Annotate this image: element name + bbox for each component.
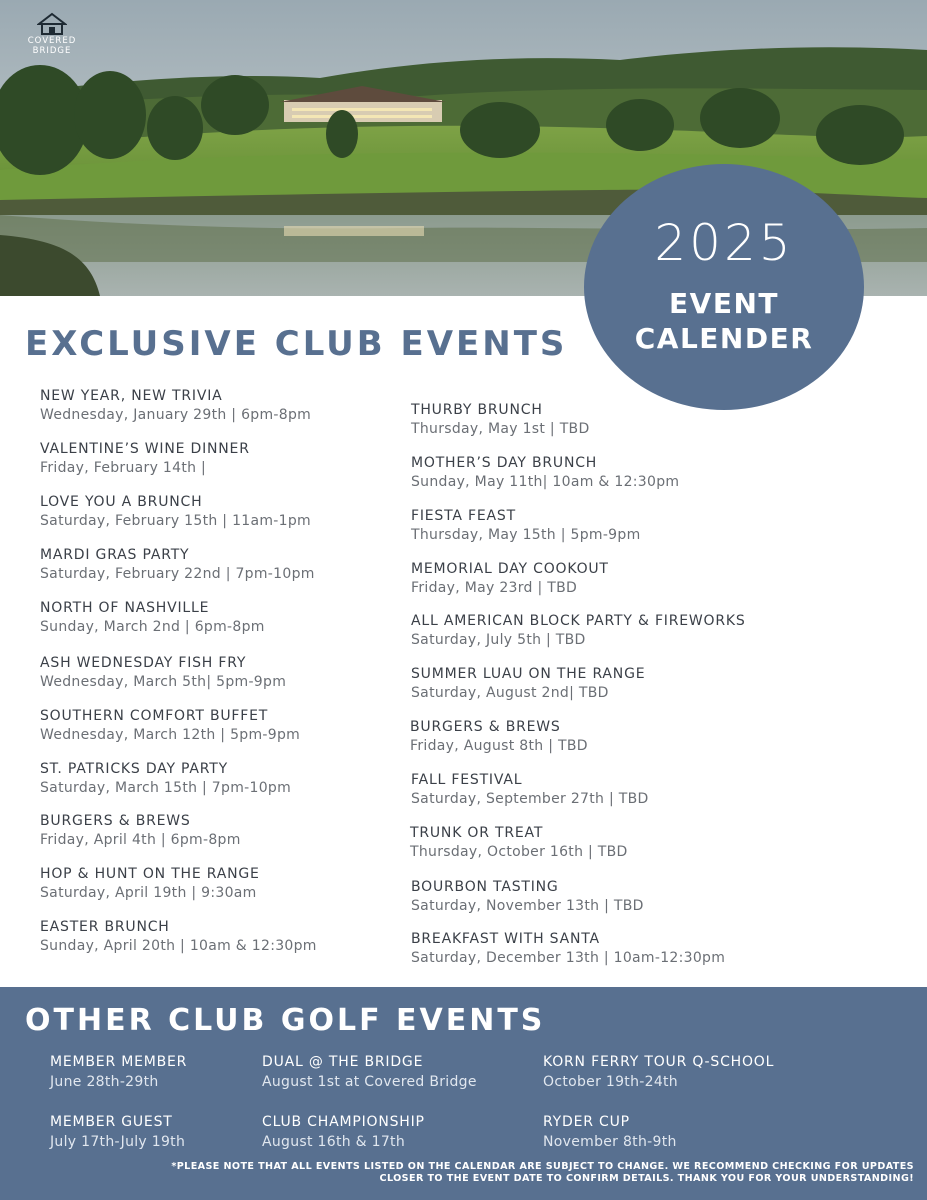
disclaimer-note bbox=[34, 1161, 914, 1185]
covered-bridge-logo-icon bbox=[37, 12, 67, 36]
golf-event-name: MEMBER GUEST bbox=[50, 1114, 173, 1130]
event-item bbox=[411, 930, 725, 968]
golf-event-name: MEMBER MEMBER bbox=[50, 1054, 188, 1070]
event-date: Sunday, April 20th | 10am & 12:30pm bbox=[40, 938, 317, 954]
event-name: VALENTINE’S WINE DINNER bbox=[40, 441, 250, 457]
event-item bbox=[40, 599, 265, 637]
golf-event-name: DUAL @ THE BRIDGE bbox=[262, 1054, 424, 1070]
event-item bbox=[411, 878, 644, 916]
event-name: TRUNK OR TREAT bbox=[410, 825, 544, 841]
event-date: Thursday, May 15th | 5pm-9pm bbox=[411, 527, 641, 543]
event-name: NORTH OF NASHVILLE bbox=[40, 600, 210, 616]
event-date: Friday, August 8th | TBD bbox=[410, 738, 588, 754]
event-name: NEW YEAR, NEW TRIVIA bbox=[40, 388, 223, 404]
event-item bbox=[40, 918, 317, 956]
golf-events-section bbox=[0, 987, 927, 1200]
event-date: Saturday, March 15th | 7pm-10pm bbox=[40, 780, 292, 796]
golf-event-name: CLUB CHAMPIONSHIP bbox=[262, 1114, 425, 1130]
golf-event-date: November 8th-9th bbox=[543, 1134, 677, 1150]
golf-event-item bbox=[50, 1053, 187, 1092]
event-item bbox=[40, 493, 311, 531]
event-name: BOURBON TASTING bbox=[411, 879, 559, 895]
event-date: Wednesday, March 12th | 5pm-9pm bbox=[40, 727, 301, 743]
golf-event-item bbox=[262, 1053, 477, 1092]
event-item bbox=[40, 812, 241, 850]
event-name: LOVE YOU A BRUNCH bbox=[40, 494, 203, 510]
event-name: HOP & HUNT ON THE RANGE bbox=[40, 866, 260, 882]
golf-event-item bbox=[50, 1113, 185, 1152]
golf-event-date: June 28th-29th bbox=[50, 1074, 159, 1090]
event-name: BURGERS & BREWS bbox=[40, 813, 191, 829]
event-date: Thursday, May 1st | TBD bbox=[411, 421, 590, 437]
event-name: MARDI GRAS PARTY bbox=[40, 547, 190, 563]
event-date: Sunday, May 11th| 10am & 12:30pm bbox=[411, 474, 680, 490]
event-date: Friday, February 14th | bbox=[40, 460, 207, 476]
event-name: FALL FESTIVAL bbox=[411, 772, 523, 788]
golf-event-item bbox=[262, 1113, 425, 1152]
event-date: Friday, April 4th | 6pm-8pm bbox=[40, 832, 241, 848]
event-item bbox=[411, 507, 641, 545]
disclaimer-line-2: CLOSER TO THE EVENT DATE TO CONFIRM DETAILS. THANK YOU FOR YOUR UNDERSTANDING! bbox=[379, 1173, 914, 1184]
event-name: SOUTHERN COMFORT BUFFET bbox=[40, 708, 269, 724]
event-name: BURGERS & BREWS bbox=[410, 719, 561, 735]
event-item bbox=[411, 771, 649, 809]
event-item bbox=[40, 654, 286, 692]
event-date: Saturday, April 19th | 9:30am bbox=[40, 885, 257, 901]
disclaimer-line-1: *PLEASE NOTE THAT ALL EVENTS LISTED ON THE CALENDAR ARE SUBJECT TO CHANGE. WE RECOMMEND CHECKING FOR UPDATES bbox=[171, 1161, 914, 1172]
badge-year: 2025 bbox=[654, 214, 794, 272]
event-item bbox=[411, 401, 590, 439]
event-item bbox=[40, 387, 311, 425]
golf-event-item bbox=[543, 1053, 774, 1092]
event-item bbox=[411, 612, 746, 650]
golf-event-date: August 1st at Covered Bridge bbox=[262, 1074, 477, 1090]
calendar-badge bbox=[584, 164, 864, 410]
event-date: Wednesday, March 5th| 5pm-9pm bbox=[40, 674, 287, 690]
event-name: MEMORIAL DAY COOKOUT bbox=[411, 561, 609, 577]
event-date: Friday, May 23rd | TBD bbox=[411, 580, 578, 596]
event-name: EASTER BRUNCH bbox=[40, 919, 170, 935]
event-date: Saturday, September 27th | TBD bbox=[411, 791, 649, 807]
event-item bbox=[410, 718, 588, 756]
event-date: Saturday, November 13th | TBD bbox=[411, 898, 644, 914]
event-item bbox=[410, 824, 628, 862]
event-date: Saturday, August 2nd| TBD bbox=[411, 685, 609, 701]
event-name: THURBY BRUNCH bbox=[411, 402, 543, 418]
event-name: ST. PATRICKS DAY PARTY bbox=[40, 761, 228, 777]
event-item bbox=[411, 665, 645, 703]
event-item bbox=[40, 707, 300, 745]
exclusive-events-title: EXCLUSIVE CLUB EVENTS bbox=[25, 324, 568, 364]
event-date: Saturday, December 13th | 10am-12:30pm bbox=[411, 950, 726, 966]
event-name: ASH WEDNESDAY FISH FRY bbox=[40, 655, 247, 671]
event-item bbox=[40, 440, 250, 478]
event-date: Saturday, February 15th | 11am-1pm bbox=[40, 513, 311, 529]
event-item bbox=[40, 760, 291, 798]
golf-event-name: KORN FERRY TOUR Q-SCHOOL bbox=[543, 1054, 775, 1070]
event-item bbox=[411, 454, 679, 492]
event-item bbox=[411, 560, 609, 598]
logo-line-2: BRIDGE bbox=[32, 46, 72, 56]
golf-event-item bbox=[543, 1113, 677, 1152]
event-item bbox=[40, 546, 315, 584]
event-name: FIESTA FEAST bbox=[411, 508, 516, 524]
club-logo bbox=[20, 12, 84, 56]
golf-event-name: RYDER CUP bbox=[543, 1114, 630, 1130]
badge-title bbox=[584, 286, 864, 356]
event-name: ALL AMERICAN BLOCK PARTY & FIREWORKS bbox=[411, 613, 746, 629]
event-name: MOTHER’S DAY BRUNCH bbox=[411, 455, 598, 471]
golf-events-title: OTHER CLUB GOLF EVENTS bbox=[25, 1003, 546, 1038]
event-date: Sunday, March 2nd | 6pm-8pm bbox=[40, 619, 265, 635]
event-date: Wednesday, January 29th | 6pm-8pm bbox=[40, 407, 312, 423]
event-item bbox=[40, 865, 260, 903]
event-name: BREAKFAST WITH SANTA bbox=[411, 931, 600, 947]
event-date: Saturday, July 5th | TBD bbox=[411, 632, 586, 648]
event-name: SUMMER LUAU ON THE RANGE bbox=[411, 666, 646, 682]
event-date: Thursday, October 16th | TBD bbox=[410, 844, 628, 860]
badge-title-line-2: CALENDER bbox=[634, 322, 814, 355]
badge-title-line-1: EVENT bbox=[669, 287, 779, 320]
event-date: Saturday, February 22nd | 7pm-10pm bbox=[40, 566, 315, 582]
golf-event-date: July 17th-July 19th bbox=[50, 1134, 186, 1150]
golf-event-date: August 16th & 17th bbox=[262, 1134, 406, 1150]
golf-event-date: October 19th-24th bbox=[543, 1074, 678, 1090]
logo-line-1: COVERED bbox=[27, 36, 77, 46]
